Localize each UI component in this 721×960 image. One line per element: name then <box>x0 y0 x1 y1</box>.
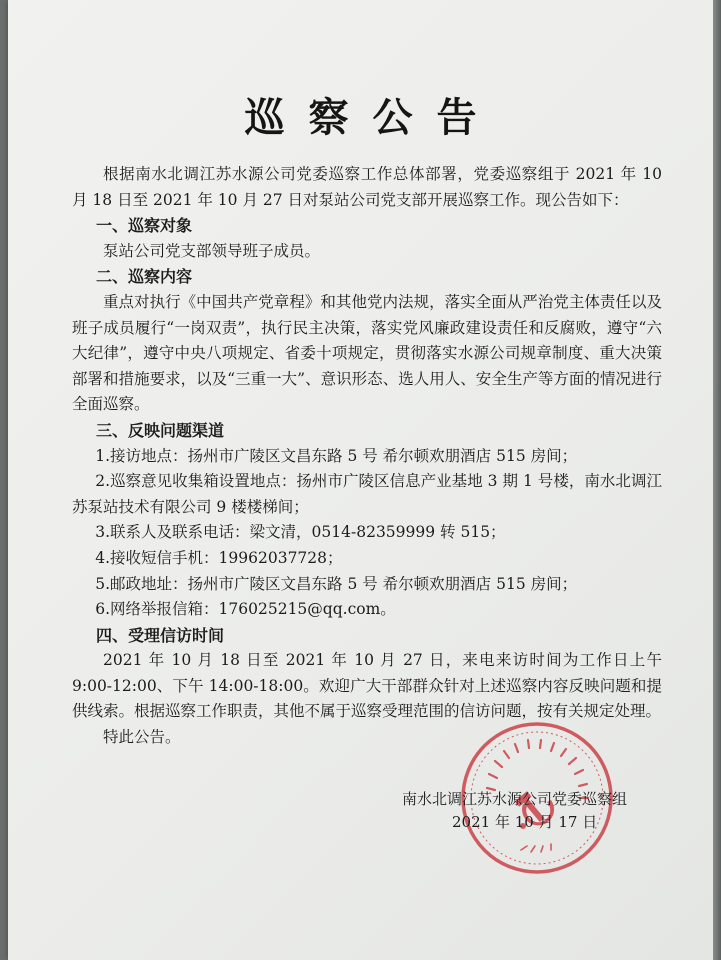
intro-paragraph: 根据南水北调江苏水源公司党委巡察工作总体部署，党委巡察组于 2021 年 10 月 18 日至 2021 年 10 月 27 日对泵站公司党支部开展巡察工作。现公告如下： <box>72 165 662 209</box>
channel-item: 6.网络举报信箱：176025215@qq.com。 <box>95 600 396 619</box>
channel-item: 1.接访地点：扬州市广陵区文昌东路 5 号 希尔顿欢朋酒店 515 房间； <box>95 446 578 465</box>
section-paragraph: 重点对执行《中国共产党章程》和其他党内法规，落实全面从严治党主体责任以及班子成员履行“一岗双责”，执行民主决策，落实党风廉政建设责任和反腐败，遵守“六大纪律”，遵守中央八项规定、省委十项规定，贯彻落实水源公司规章制度、重大决策部署和措施要求，以及“三重一大”、意识形态、选人用人、安全生产等方面的情况进行全面巡察。 <box>72 292 662 414</box>
signature-organization: 南水北调江苏水源公司党委巡察组 <box>402 790 628 808</box>
wall-edge <box>713 0 721 960</box>
section-heading: 四、受理信访时间 <box>96 625 225 645</box>
channel-item: 3.联系人及联系电话：梁文清，0514-82359999 转 515； <box>95 523 506 542</box>
signature-date: 2021 年 10 月 17 日 <box>452 813 598 831</box>
notice-body <box>72 162 662 751</box>
channel-item: 4.接收短信手机：19962037728； <box>95 548 343 567</box>
closing-line: 特此公告。 <box>103 728 181 747</box>
section-heading: 一、巡察对象 <box>96 216 193 236</box>
section-paragraph: 2021 年 10 月 18 日至 2021 年 10 月 27 日，来电来访时间为工作日上午 9:00-12:00、下午 14:00-18:00。欢迎广大干部群众针对上述巡察内容反映问题和提供线索。根据巡察工作职责，其他不属于巡察受理范围的信访问题，按有关规定处理。 <box>72 651 662 721</box>
section-paragraph: 泵站公司党支部领导班子成员。 <box>103 241 321 260</box>
channel-item: 2.巡察意见收集箱设置地点：扬州市广陵区信息产业基地 3 期 1 号楼，南水北调江苏泵站技术有限公司 9 楼楼梯间； <box>72 472 662 516</box>
notice-title: 巡察公告 <box>244 94 501 141</box>
channel-item: 5.邮政地址：扬州市广陵区文昌东路 5 号 希尔顿欢朋酒店 515 房间； <box>95 574 578 593</box>
section-heading: 三、反映问题渠道 <box>96 420 225 440</box>
section-heading: 二、巡察内容 <box>96 267 193 287</box>
